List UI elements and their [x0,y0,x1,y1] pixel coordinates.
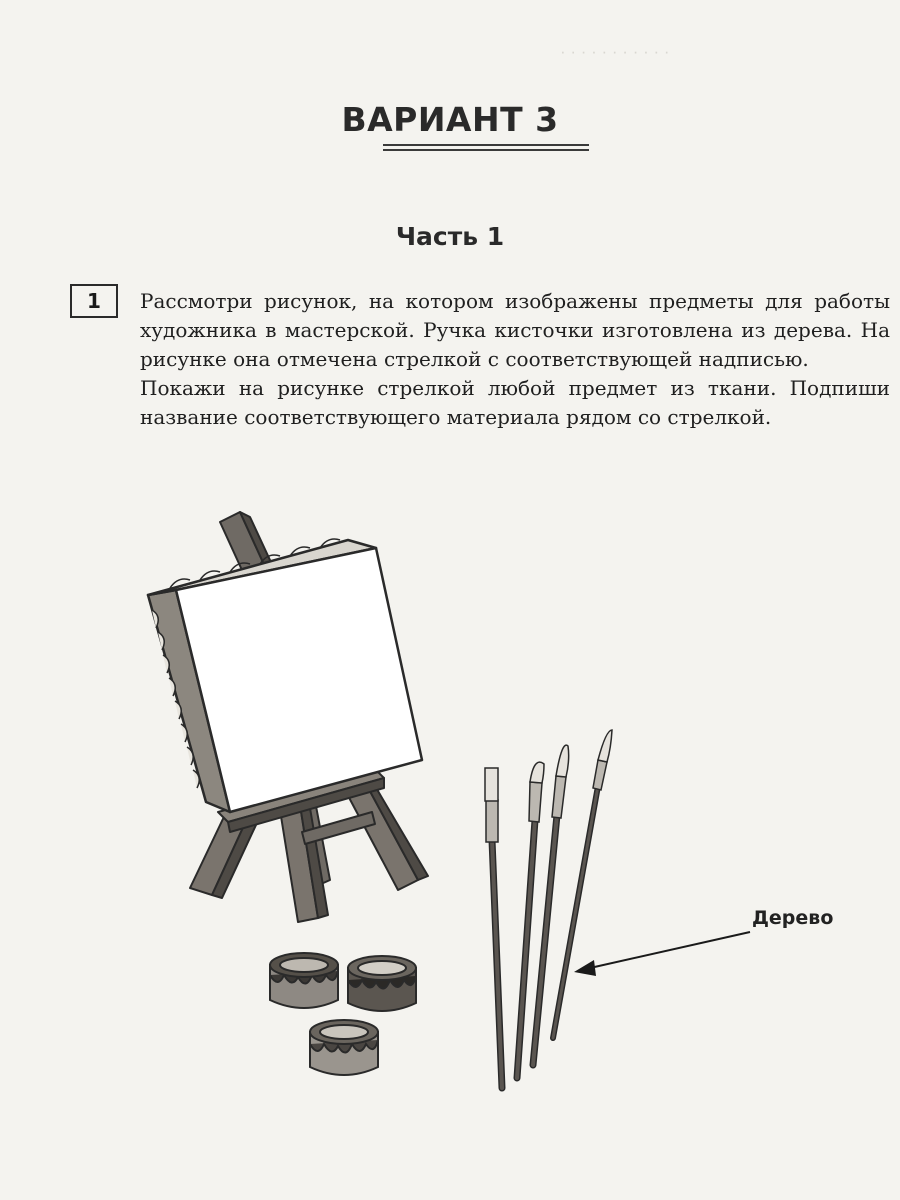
bleed-through-text: · · · · · · · · · · · [560,42,670,61]
wood-label: Дерево [752,907,834,929]
paint-jar-icon [348,956,416,1011]
paint-jar-icon [310,1020,378,1075]
part-title: Часть 1 [395,222,505,251]
task-paragraph-1: Рассмотри рисунок, на котором изображены предметы для работы художника в мастерской. Ручка кисточки изготовлена из дерева. На рисунке она отмечена стрелкой с соответствующей надписью. [140,289,890,371]
paint-jar-icon [270,953,338,1008]
canvas-icon [148,539,422,812]
paint-brushes-icon [485,730,612,1088]
variant-title: ВАРИАНТ 3 [341,100,559,139]
task-number: 1 [87,289,101,313]
task-paragraph-2: Покажи на рисунке стрелкой любой предмет из ткани. Подпиши название соответствующего материала рядом со стрелкой. [140,376,890,429]
wood-arrow [574,932,750,976]
